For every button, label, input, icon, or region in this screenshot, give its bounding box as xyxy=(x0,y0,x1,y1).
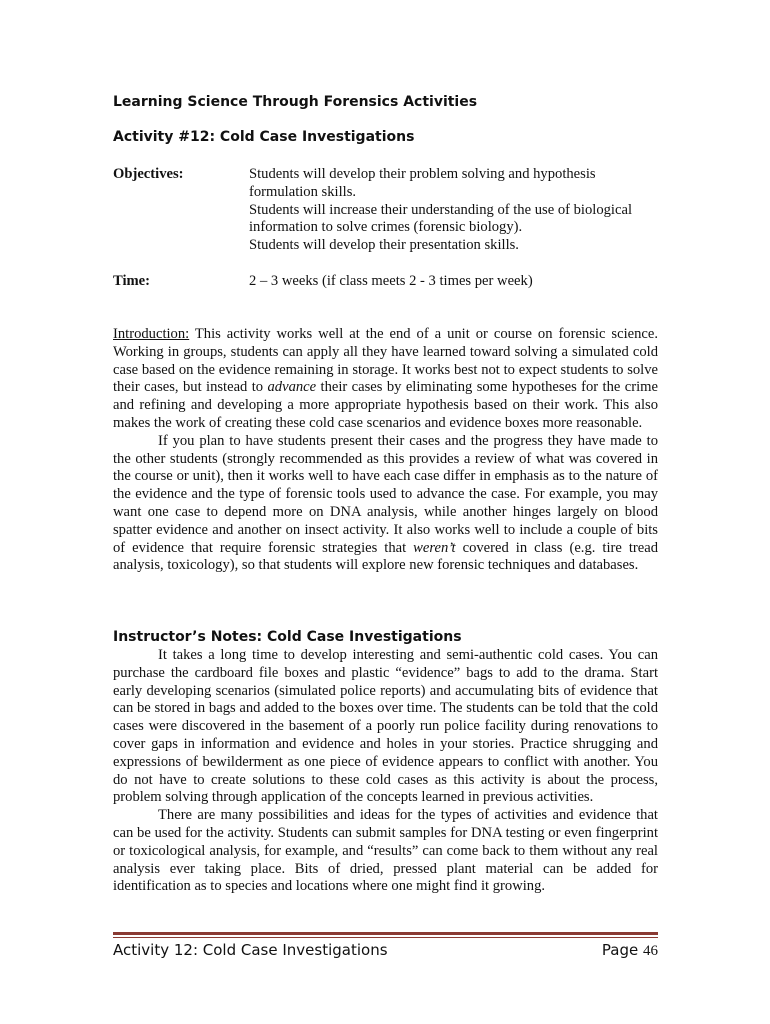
objectives-list xyxy=(249,166,659,255)
objective-line: Students will develop their presentation skills. xyxy=(249,237,519,254)
footer-page-number xyxy=(602,941,658,960)
instructor-notes-paragraph-2: There are many possibilities and ideas for the types of activities and evidence that can be used for the activity. Students can submit samples for DNA testing or even fingerprint or toxicological analysis, for example, and “results” can come back to them without any real analysis ever taking place. Bits of dried, pressed plant material can be added for identification as to species and locations where one might find it growing. xyxy=(113,807,658,895)
instructor-notes-heading: Instructor’s Notes: Cold Case Investigations xyxy=(113,629,462,645)
objective-line: information to solve crimes (forensic biology). xyxy=(249,219,523,236)
introduction-paragraph-2: If you plan to have students present their cases and the progress they have made to the other students (strongly recommended as this provides a review of what was covered in the course or unit), then it works well to have each case differ in emphasis as to the nature of the evidence and the type of forensic tools used to advance the case. For example, you may want one case to depend more on DNA analysis, while another hinges largely on blood spatter evidence and another on insect activity. It also works well to include a couple of bits of evidence that require forensic strategies that weren’t covered in class (e.g. tire tread analysis, toxicology), so that students will explore new forensic techniques and databases. xyxy=(113,432,658,574)
document-header-title: Learning Science Through Forensics Activities xyxy=(113,94,478,110)
objectives-label: Objectives: xyxy=(113,166,184,182)
instructor-notes-body xyxy=(113,647,658,896)
footer-activity-title: Activity 12: Cold Case Investigations xyxy=(113,941,388,959)
objective-line: Students will increase their understanding of the use of biological xyxy=(249,201,632,218)
footer-page-value: 46 xyxy=(643,943,658,959)
time-label: Time: xyxy=(113,273,151,289)
activity-title: Activity #12: Cold Case Investigations xyxy=(113,129,415,145)
introduction-label: Introduction: xyxy=(113,326,190,342)
objective-line: formulation skills. xyxy=(249,183,357,200)
footer-divider-thin xyxy=(113,937,658,938)
time-value: 2 – 3 weeks (if class meets 2 - 3 times per week) xyxy=(249,273,533,289)
introduction-section xyxy=(113,326,658,575)
footer-page-label: Page xyxy=(601,941,639,959)
instructor-notes-paragraph-1: It takes a long time to develop interesting and semi-authentic cold cases. You can purchase the cardboard file boxes and plastic “evidence” bags to add to the drama. Start early developing scenarios (simulated police reports) and accumulating bits of evidence that can be stored in bags and added to the boxes over time. The students can be told that the cold cases were discovered in the basement of a poorly run police facility during renovations to cover gaps in information and evidence and holes in your stories. Practice shrugging and expressions of bewilderment as one piece of evidence appears to conflict with another. You do not have to create solutions to these cold cases as this activity is about the process, problem solving through application of the concepts learned in previous activities. xyxy=(113,647,658,806)
objective-line: Students will develop their problem solving and hypothesis xyxy=(249,166,596,182)
introduction-paragraph-1: Introduction: This activity works well at the end of a unit or course on forensic science. Working in groups, students can apply all they have learned toward solving a simulated cold case based on the evidence remaining in storage. It works best not to expect students to solve their cases, but instead to advance their cases by eliminating some hypotheses for the crime and refining and developing a more appropriate hypothesis based on their work. This also makes the work of creating these cold case scenarios and evidence boxes more reasonable. xyxy=(113,326,658,431)
footer-divider xyxy=(113,932,658,935)
